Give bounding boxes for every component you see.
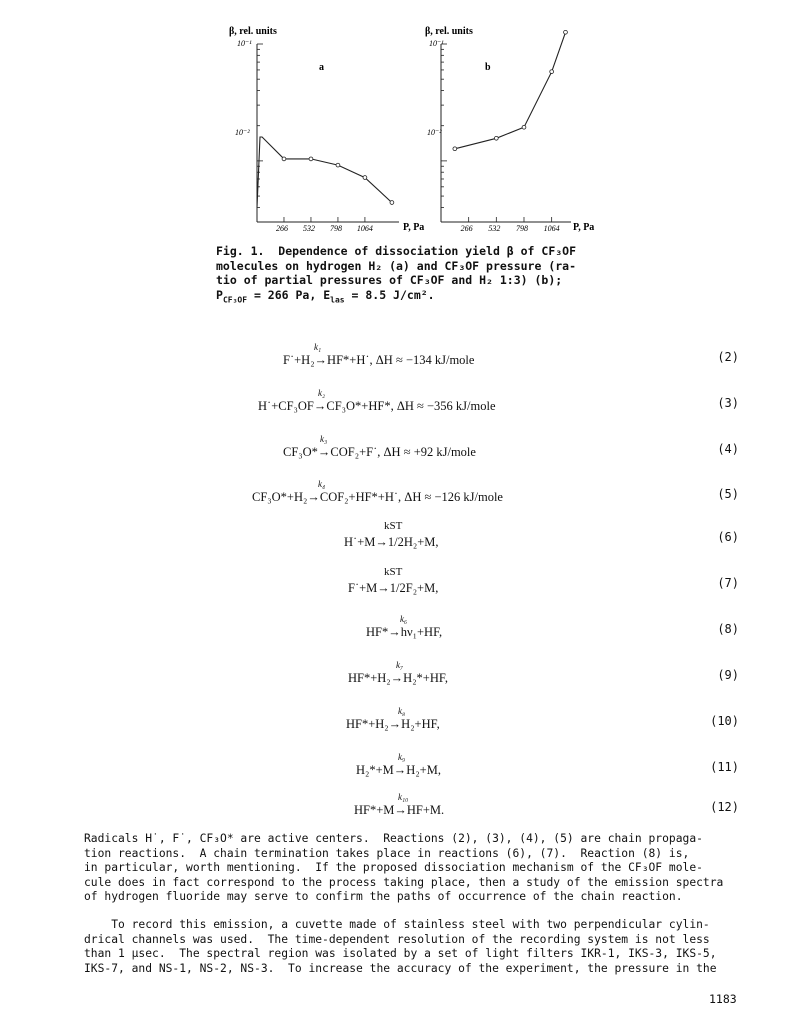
panel-a-ylabel: β, rel. units (229, 26, 277, 37)
equation-number: (12) (710, 800, 739, 814)
equation-10 (0, 704, 807, 744)
caption-e-subscript: las (330, 295, 345, 305)
paragraph-line: Radicals H˙, F˙, CF₃O* are active centers. Reactions (2), (3), (4), (5) are chain propaga- (84, 832, 703, 845)
equation-9 (0, 658, 807, 698)
data-point (564, 30, 568, 34)
panel-a-curve (257, 137, 392, 207)
data-point (494, 136, 498, 140)
data-point (336, 163, 340, 167)
caption-line-3: tio of partial pressures of CF₃OF and H₂ 1:3) (b); (216, 273, 563, 288)
caption-p-subscript: CF₃OF (222, 295, 248, 305)
x-tick-label: 798 (329, 224, 342, 233)
panel-a-points (282, 157, 394, 204)
equation-text: H˙+CF₃OF→CF₃O*+HF*, ΔH ≈ −356 kJ/mole (258, 399, 496, 413)
panel-b-xlabel: P, Pa (573, 222, 595, 233)
equation-6 (0, 520, 807, 560)
data-point (390, 201, 394, 205)
page-number: 1183 (709, 992, 737, 1006)
rate-constant: kST (384, 566, 403, 578)
equation-2 (0, 340, 807, 380)
caption-line-2: molecules on hydrogen H₂ (a) and CF₃OF pressure (ra- (216, 258, 577, 273)
equation-text: H˙+M→1/2H₂+M, (344, 535, 439, 549)
data-point (453, 147, 457, 151)
equation-12 (0, 790, 807, 830)
rate-constant: k₉ (398, 752, 406, 762)
x-tick-label: 266 (275, 224, 288, 233)
body-paragraph-1 (84, 832, 764, 905)
panel-b-ytick-mid: 10⁻² (427, 128, 442, 137)
equation-text: CF₃O*+H₂→COF₂+HF*+H˙, ΔH ≈ −126 kJ/mole (252, 490, 503, 504)
equation-8 (0, 612, 807, 652)
rate-constant: k₆ (400, 614, 408, 624)
figure-caption (216, 244, 616, 308)
equation-5 (0, 477, 807, 517)
equation-number: (10) (710, 714, 739, 728)
rate-constant: k₁ (314, 342, 322, 352)
caption-line-1: Fig. 1. Dependence of dissociation yield β of CF₃OF (216, 244, 577, 258)
data-point (550, 70, 554, 74)
equation-number: (3) (717, 396, 739, 410)
equation-text: HF*+M→HF+M. (354, 803, 445, 817)
equation-number: (7) (717, 576, 739, 590)
paragraph-line: cule does in fact correspond to the process taking place, then a study of the emission spectra (84, 875, 724, 889)
rate-constant: k₃ (320, 434, 328, 444)
equation-text: F˙+M→1/2F₂+M, (348, 581, 439, 595)
panel-a-ytick-mid: 10⁻² (235, 128, 250, 137)
equation-text: H₂*+M→H₂+M, (356, 763, 441, 777)
paragraph-line: To record this emission, a cuvette made of stainless steel with two perpendicular cylin- (84, 918, 710, 931)
paragraph-line: IKS-7, and NS-1, NS-2, NS-3. To increase the accuracy of the experiment, the pressure in the (84, 961, 717, 975)
panel-a-xlabel: P, Pa (403, 222, 425, 233)
panel-a-ytick-top: 10⁻¹ (237, 39, 252, 48)
equation-number: (11) (710, 760, 739, 774)
rate-constant: k₁₀ (398, 792, 409, 802)
panel-b (425, 26, 594, 233)
x-tick-label: 798 (515, 224, 528, 233)
equation-number: (8) (717, 622, 739, 636)
body-paragraph-2 (84, 918, 764, 976)
data-point (282, 157, 286, 161)
x-tick-label: 1064 (543, 224, 560, 233)
panel-a-label: a (319, 62, 324, 73)
rate-constant: k₇ (396, 660, 404, 670)
x-tick-label: 532 (488, 224, 501, 233)
caption-e-value: = 8.5 J/cm². (344, 288, 435, 303)
equation-7 (0, 566, 807, 606)
paragraph-line: of hydrogen fluoride may serve to confirm the paths of occurrence of the chain reaction. (84, 890, 683, 904)
paragraph-line: in particular, worth mentioning. If the proposed dissociation mechanism of the CF₃OF mole- (84, 861, 703, 875)
equation-text: F˙+H₂→HF*+H˙, ΔH ≈ −134 kJ/mole (283, 353, 475, 367)
paragraph-line: drical channels was used. The time-dependent resolution of the recording system is not less (84, 932, 710, 946)
equation-number: (4) (717, 442, 739, 456)
equation-11 (0, 750, 807, 790)
rate-constant: kST (384, 520, 403, 532)
equation-text: HF*+H₂→H₂+HF, (346, 717, 440, 731)
equation-4 (0, 432, 807, 472)
panel-a (229, 26, 424, 233)
data-point (522, 125, 526, 129)
data-point (309, 157, 313, 161)
panel-b-label: b (485, 62, 491, 73)
rate-constant: k₂ (318, 388, 326, 398)
panel-b-curve (455, 32, 566, 149)
equation-number: (9) (717, 668, 739, 682)
x-tick-label: 266 (460, 224, 473, 233)
data-point (363, 176, 367, 180)
equation-number: (2) (717, 350, 739, 364)
caption-p-value: = 266 Pa, E (247, 288, 331, 303)
caption-p-symbol: P (216, 288, 223, 303)
figure-1 (215, 22, 595, 237)
equation-number: (6) (717, 530, 739, 544)
equation-number: (5) (717, 487, 739, 501)
caption-line-4 (216, 288, 616, 308)
panel-b-ylabel: β, rel. units (425, 26, 473, 37)
rate-constant: k₈ (398, 706, 406, 716)
rate-constant: k₄ (318, 479, 326, 489)
paragraph-line: tion reactions. A chain termination takes place in reactions (6), (7). Reaction (8) is, (84, 846, 690, 860)
x-tick-label: 1064 (356, 224, 373, 233)
equation-text: HF*+H₂→H₂*+HF, (348, 671, 448, 685)
equation-text: HF*→hν₁+HF, (366, 625, 443, 639)
equation-text: CF₃O*→COF₂+F˙, ΔH ≈ +92 kJ/mole (283, 445, 476, 459)
equation-3 (0, 386, 807, 426)
paragraph-line: than 1 μsec. The spectral region was isolated by a set of light filters IKR-1, IKS-3, IKS-5, (84, 947, 717, 961)
panel-b-yticks (441, 44, 447, 207)
x-tick-label: 532 (302, 224, 315, 233)
figure-1-svg (215, 22, 595, 237)
panel-b-xticks (461, 217, 560, 233)
panel-a-xticks (276, 217, 373, 233)
panel-b-ytick-top: 10⁻¹ (429, 39, 444, 48)
